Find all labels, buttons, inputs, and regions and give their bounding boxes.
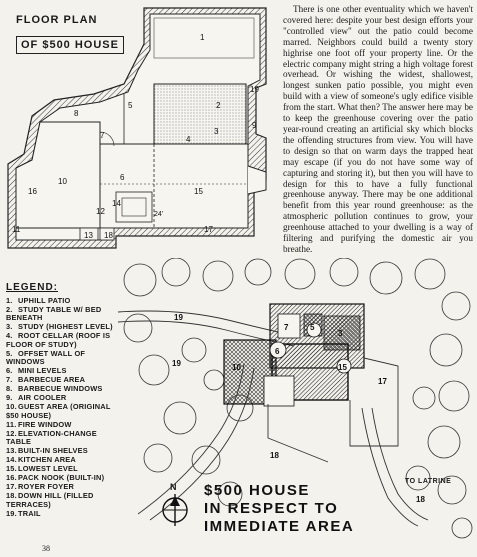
site-label-5: 5 bbox=[310, 323, 315, 332]
legend-item: 19.TRAIL bbox=[6, 508, 41, 518]
caption-line1: $500 HOUSE bbox=[204, 482, 310, 499]
fp-label-15: 15 bbox=[194, 187, 203, 196]
fp-label-13: 13 bbox=[84, 231, 93, 240]
legend-item: 13.BUILT-IN SHELVES bbox=[6, 446, 88, 455]
legend-item: 4. ROOT CELLAR (ROOF IS FLOOR OF STUDY) bbox=[6, 331, 111, 349]
site-label-17: 17 bbox=[378, 377, 387, 386]
fp-label-7: 7 bbox=[100, 131, 105, 140]
legend-item: 7. BARBECUE AREA bbox=[6, 375, 86, 384]
site-label-19b: 19 bbox=[172, 359, 181, 368]
legend-item: 16.PACK NOOK (BUILT-IN) bbox=[6, 473, 105, 482]
legend-item: 3. STUDY (HIGHEST LEVEL) bbox=[6, 322, 113, 331]
fp-label-17: 17 bbox=[204, 225, 213, 234]
site-label-19a: 19 bbox=[174, 313, 183, 322]
site-plan-caption bbox=[204, 482, 404, 536]
fp-label-14: 14 bbox=[112, 199, 121, 208]
fp-label-10: 10 bbox=[58, 177, 67, 186]
north-label: N bbox=[170, 482, 177, 492]
fp-label-9: 9 bbox=[252, 121, 257, 130]
floor-plan-title bbox=[16, 14, 124, 54]
site-label-15: 15 bbox=[338, 363, 347, 372]
legend-list bbox=[6, 297, 122, 519]
legend-item: 11. FIRE WINDOW bbox=[6, 419, 72, 429]
fp-label-1: 1 bbox=[200, 33, 205, 42]
site-label-18a: 18 bbox=[270, 451, 279, 460]
site-label-18b: 18 bbox=[416, 495, 425, 504]
legend-item: 15.LOWEST LEVEL bbox=[6, 464, 78, 473]
floor-plan-drawing bbox=[4, 4, 276, 252]
legend-item: 17.ROYER FOYER bbox=[6, 482, 74, 491]
site-label-6: 6 bbox=[275, 347, 280, 356]
fp-label-16: 16 bbox=[28, 187, 37, 196]
legend-item: 6. MINI LEVELS bbox=[6, 366, 67, 375]
north-arrow bbox=[160, 482, 190, 528]
legend-item: 14.KITCHEN AREA bbox=[6, 455, 76, 464]
fp-label-6: 6 bbox=[120, 173, 125, 182]
site-label-7: 7 bbox=[284, 323, 289, 332]
floor-plan-title-line1: FLOOR PLAN bbox=[16, 14, 98, 26]
site-label-10: 10 bbox=[232, 363, 241, 372]
body-paragraph: There is one other eventuality which we haven't covered here: despite your best design efforts your "controlled view" out the patio could become marred. Neighbors could build a twenty story highrise one foot off your property line. Or the electric company might string a high voltage forest overhead. Or wishing the widest, shallowest, longest sunken patio possible, you might even build with a view of someone's ugly edifice visible from the start. What then? The answer here may be to keep the greenhouse covering over the patio year-round creating an artificial sky which blocks the offending structures from view. You will have to design so that on warm days the trapped heat may escape (if you do not have some way of capturing and storing it), but then you will have to design for this to have a fully functional greenhouse anyway. There may be one additional benefit from this year round greenhouse: as the atmospheric pollution continues to grow, your greenhouse attached to your dwelling is a way of filtering and purifying the domestic air you breathe. bbox=[283, 4, 473, 254]
fp-dimension: 24' bbox=[154, 211, 164, 218]
fp-label-11: 11 bbox=[12, 225, 21, 234]
legend-item: 9. AIR COOLER bbox=[6, 393, 67, 402]
caption-line2: IN RESPECT TO bbox=[204, 500, 339, 517]
page-number: 38 bbox=[42, 544, 50, 553]
legend bbox=[6, 284, 122, 546]
legend-title: LEGEND: bbox=[6, 282, 58, 293]
legend-item: 2. STUDY TABLE W/ BED BENEATH bbox=[6, 304, 102, 322]
fp-label-12: 12 bbox=[96, 207, 105, 216]
fp-label-5: 5 bbox=[128, 101, 133, 110]
to-latrine-label: TO LATRINE bbox=[405, 478, 452, 485]
floor-plan-title-line2: OF $500 HOUSE bbox=[16, 36, 124, 54]
legend-item: 1. UPHILL PATIO bbox=[6, 295, 71, 305]
legend-item: 10.GUEST AREA (ORIGINAL $50 HOUSE) bbox=[6, 402, 111, 420]
fp-label-4: 4 bbox=[186, 135, 191, 144]
legend-item: 18.DOWN HILL (FILLED TERRACES) bbox=[6, 491, 94, 509]
fp-label-2: 2 bbox=[216, 101, 221, 110]
legend-item: 5. OFFSET WALL OF WINDOWS bbox=[6, 348, 86, 366]
fp-label-18: 18 bbox=[104, 231, 113, 240]
site-label-3: 3 bbox=[338, 329, 343, 338]
caption-line3: IMMEDIATE AREA bbox=[204, 518, 355, 535]
fp-label-3: 3 bbox=[214, 127, 219, 136]
legend-item: 12.ELEVATION-CHANGE TABLE bbox=[6, 428, 97, 446]
fp-label-19: 19 bbox=[250, 85, 259, 94]
fp-label-8: 8 bbox=[74, 109, 79, 118]
legend-item: 8. BARBECUE WINDOWS bbox=[6, 384, 103, 393]
